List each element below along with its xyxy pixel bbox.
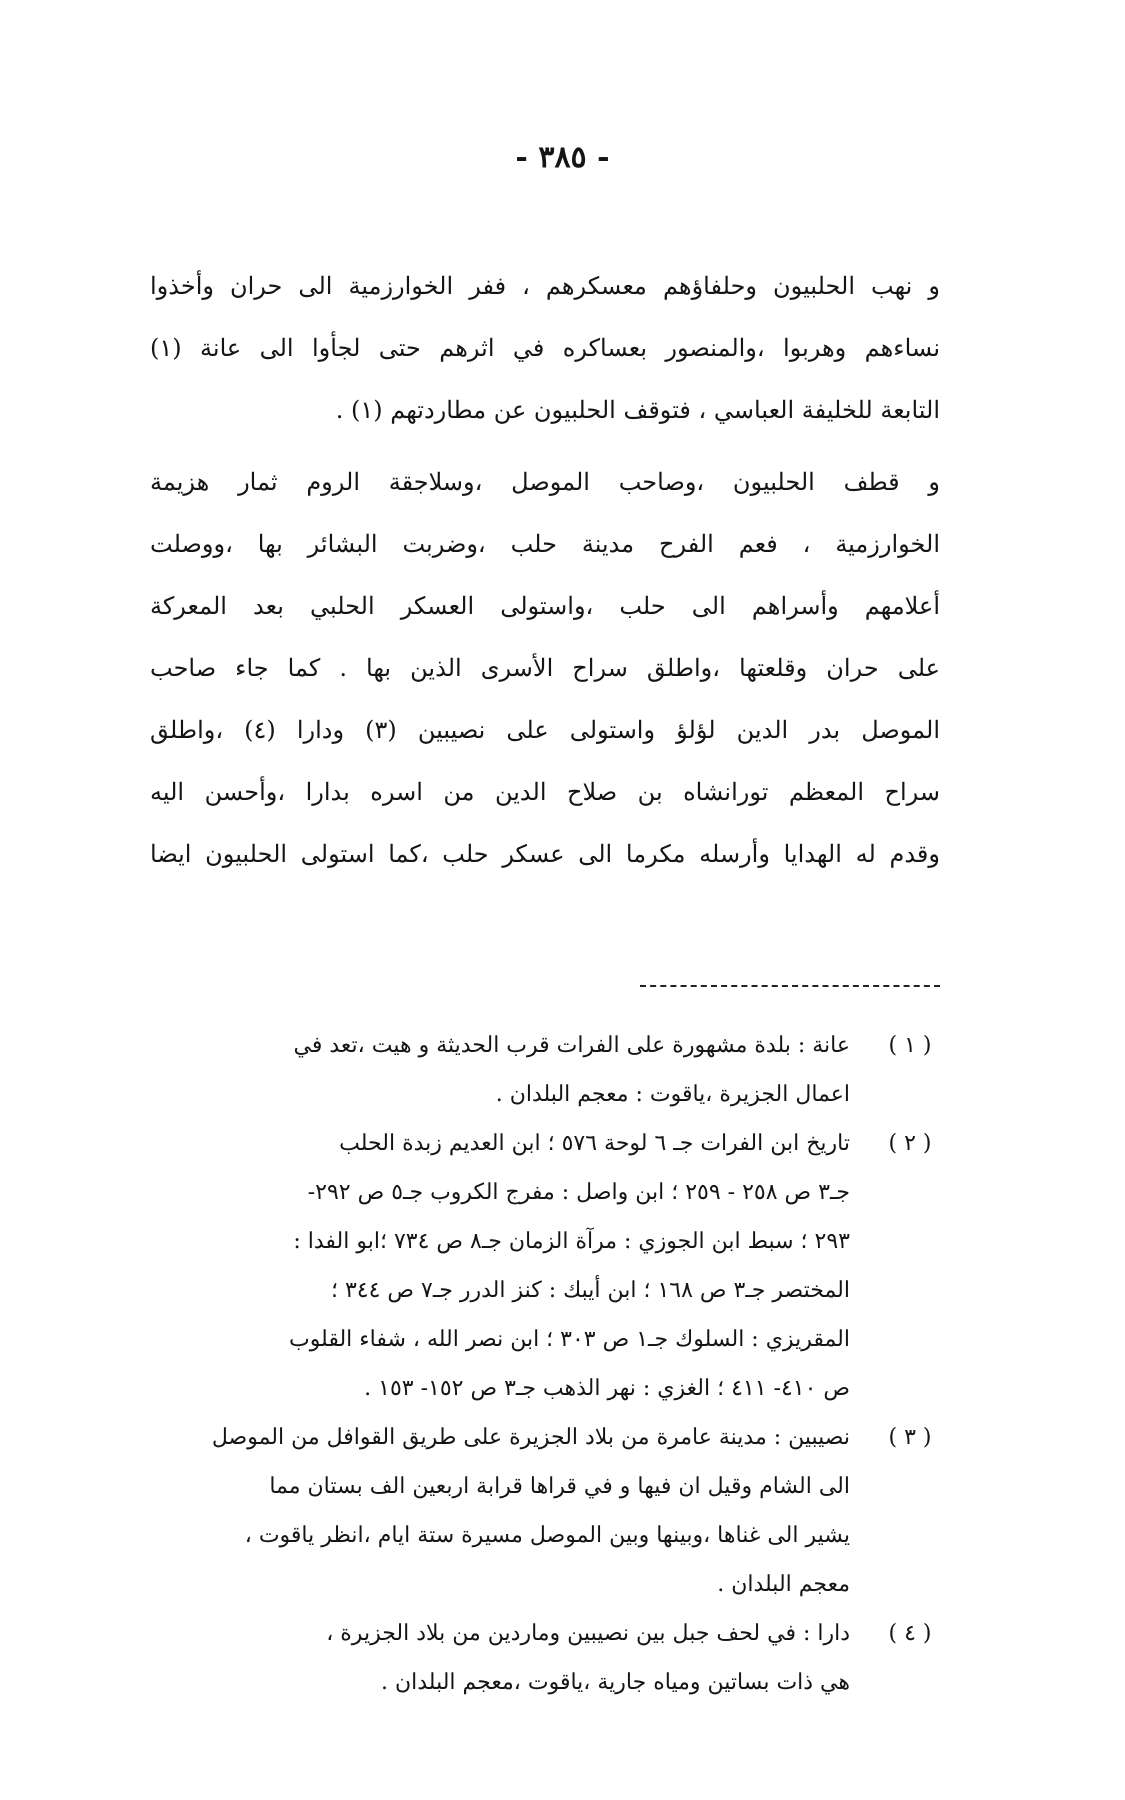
page-number: - ٣٨٥ - bbox=[515, 140, 610, 175]
footnote-1 bbox=[100, 1020, 940, 1118]
text-line: الخوارزمية ، فعم الفرح مدينة حلب ،وضربت البشائر بها ،ووصلت bbox=[150, 530, 940, 558]
footnote-line: ٢٩٣ ؛ سبط ابن الجوزي : مرآة الزمان جـ٨ ص ٧٣٤ ؛ابو الفدا : bbox=[293, 1229, 850, 1254]
text-line: وقدم له الهدايا وأرسله مكرما الى عسكر حلب ،كما استولى الحلبيون ايضا bbox=[150, 840, 940, 868]
footnote-line: اعمال الجزيرة ،ياقوت : معجم البلدان . bbox=[495, 1082, 850, 1107]
footnote-number: ( ٤ ) bbox=[888, 1621, 932, 1646]
footnote-number: ( ١ ) bbox=[888, 1033, 932, 1058]
text-line: أعلامهم وأسراهم الى حلب ،واستولى العسكر الحلبي بعد المعركة bbox=[150, 592, 940, 620]
text-line: على حران وقلعتها ،واطلق سراح الأسرى الذين بها . كما جاء صاحب bbox=[150, 654, 940, 682]
footnote-4 bbox=[100, 1608, 940, 1706]
text-line: و قطف الحلبيون ،وصاحب الموصل ،وسلاجقة الروم ثمار هزيمة bbox=[150, 468, 940, 496]
footnote-line: معجم البلدان . bbox=[717, 1572, 850, 1597]
text-line: التابعة للخليفة العباسي ، فتوقف الحلبيون عن مطاردتهم (١) . bbox=[335, 396, 940, 424]
text-line: سراح المعظم تورانشاه بن صلاح الدين من اسره بدارا ،وأحسن اليه bbox=[150, 778, 940, 806]
footnote-line: نصيبين : مدينة عامرة من بلاد الجزيرة على طريق القوافل من الموصل bbox=[211, 1425, 850, 1450]
text-line: و نهب الحلبيون وحلفاؤهم معسكرهم ، ففر الخوارزمية الى حران وأخذوا bbox=[150, 272, 940, 300]
text-line: الموصل بدر الدين لؤلؤ واستولى على نصيبين (٣) ودارا (٤) ،واطلق bbox=[150, 716, 941, 744]
text-line: نساءهم وهربوا ،والمنصور بعساكره في اثرهم حتى لجأوا الى عانة (١) bbox=[150, 334, 940, 362]
footnote-line: المختصر جـ٣ ص ١٦٨ ؛ ابن أيبك : كنز الدرر جـ٧ ص ٣٤٤ ؛ bbox=[330, 1278, 850, 1303]
footnote-line: جـ٣ ص ٢٥٨ - ٢٥٩ ؛ ابن واصل : مفرج الكروب جـ٥ ص ٢٩٢- bbox=[307, 1180, 850, 1205]
footnote-line: دارا : في لحف جبل بين نصيبين وماردين من بلاد الجزيرة ، bbox=[326, 1621, 850, 1646]
footnote-2 bbox=[100, 1118, 940, 1412]
footnote-number: ( ٣ ) bbox=[888, 1425, 932, 1450]
footnote-3 bbox=[100, 1412, 940, 1608]
footnote-number: ( ٢ ) bbox=[888, 1131, 932, 1156]
footnote-line: المقريزي : السلوك جـ١ ص ٣٠٣ ؛ ابن نصر الله ، شفاء القلوب bbox=[288, 1327, 850, 1352]
footnote-line: يشير الى غناها ،وبينها وبين الموصل مسيرة ستة ايام ،انظر ياقوت ، bbox=[244, 1523, 850, 1548]
footnote-line: هي ذات بساتين ومياه جارية ،ياقوت ،معجم البلدان . bbox=[381, 1670, 850, 1695]
main-text bbox=[150, 255, 940, 885]
footnotes bbox=[100, 1020, 940, 1706]
footnote-separator bbox=[640, 985, 940, 987]
footnote-line: ص ٤١٠- ٤١١ ؛ الغزي : نهر الذهب جـ٣ ص ١٥٢- ١٥٣ . bbox=[364, 1376, 850, 1401]
footnote-line: الى الشام وقيل ان فيها و في قراها قرابة اربعين الف بستان مما bbox=[269, 1474, 850, 1499]
footnote-line: عانة : بلدة مشهورة على الفرات قرب الحديثة و هيت ،تعد في bbox=[293, 1033, 850, 1058]
footnote-line: تاريخ ابن الفرات جـ ٦ لوحة ٥٧٦ ؛ ابن العديم زبدة الحلب bbox=[339, 1131, 850, 1156]
